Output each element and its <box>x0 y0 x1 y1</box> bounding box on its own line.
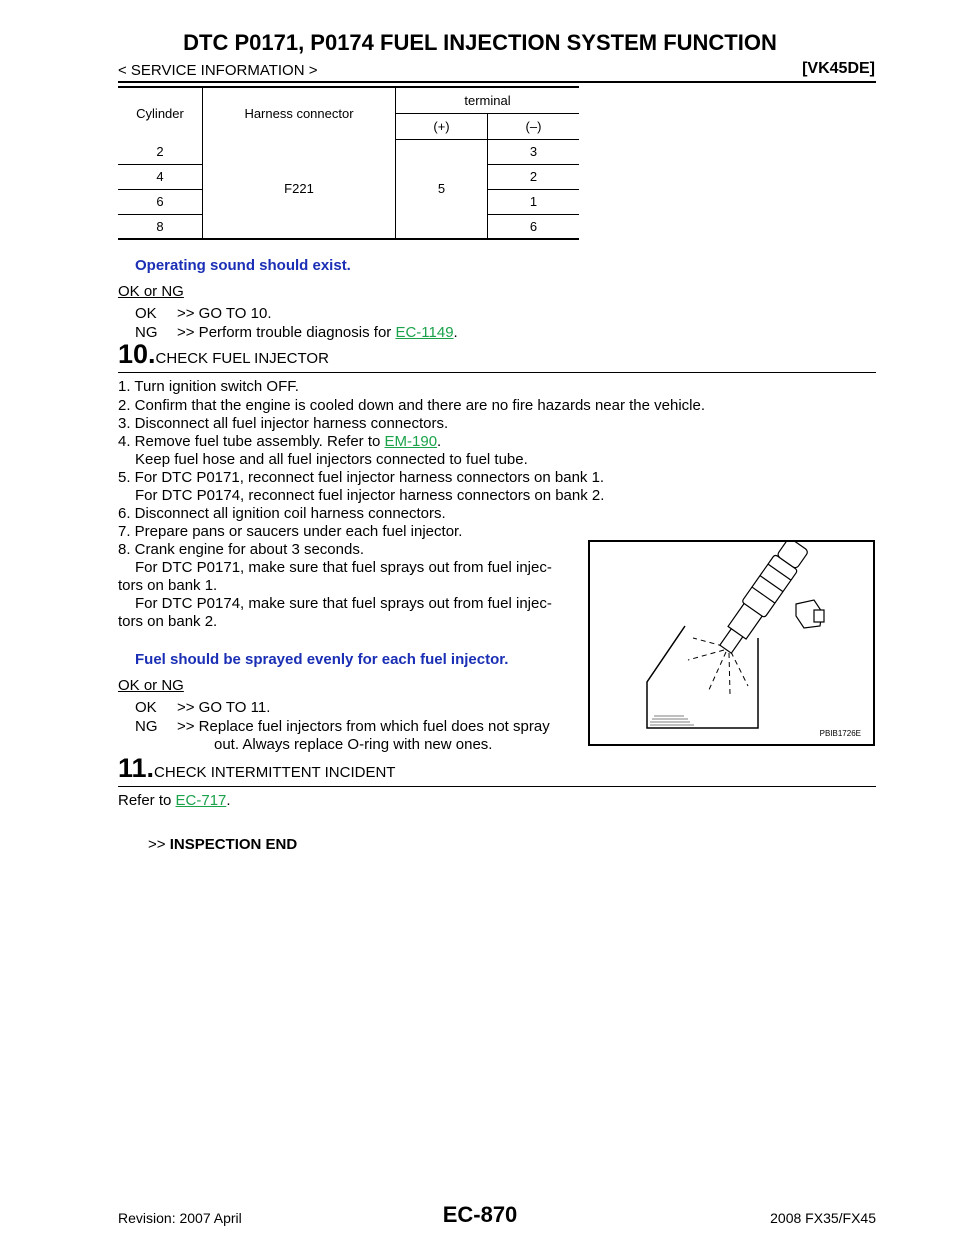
col-header-terminal: terminal <box>396 87 580 113</box>
step-item: 7. Prepare pans or saucers under each fuel injector. <box>118 523 463 540</box>
step-10-heading <box>118 339 329 370</box>
step-subitem: For DTC P0174, make sure that fuel sprays out from fuel injec- <box>135 595 552 612</box>
ng-label: NG <box>135 324 158 341</box>
step-subitem: For DTC P0174, reconnect fuel injector harness connectors on bank 2. <box>135 487 605 504</box>
expected-result: Operating sound should exist. <box>135 257 351 274</box>
minus-terminal-cell: 2 <box>488 164 580 189</box>
ok-or-ng-heading: OK or NG <box>118 677 184 694</box>
step-item: 5. For DTC P0171, reconnect fuel injector harness connectors on bank 1. <box>118 469 605 486</box>
header-rule <box>118 81 876 83</box>
col-header-plus: (+) <box>396 113 488 139</box>
step-item: 1. Turn ignition switch OFF. <box>118 378 299 395</box>
step-subitem: tors on bank 2. <box>118 613 218 630</box>
ec-717-link[interactable]: EC-717 <box>175 792 227 809</box>
figure-code: PBIB1726E <box>819 729 861 738</box>
col-header-harness: Harness connector <box>203 87 396 139</box>
section-label: < SERVICE INFORMATION > <box>118 62 318 79</box>
ok-label: OK <box>135 305 157 322</box>
ok-label: OK <box>135 699 157 716</box>
ng-label: NG <box>135 718 158 735</box>
step-rule <box>118 786 876 787</box>
ok-action: >> GO TO 10. <box>177 305 272 322</box>
minus-terminal-cell: 3 <box>488 139 580 164</box>
ng-action-cont: out. Always replace O-ring with new ones. <box>214 736 493 753</box>
plus-terminal-cell: 5 <box>396 139 488 239</box>
fuel-injector-figure <box>588 540 875 746</box>
step-number: 10. <box>118 339 156 369</box>
step-subitem: tors on bank 1. <box>118 577 218 594</box>
harness-connector-table <box>118 86 579 240</box>
cylinder-cell: 4 <box>118 164 203 189</box>
col-header-cylinder: Cylinder <box>118 87 203 139</box>
step-item: 4. Remove fuel tube assembly. Refer to EM-190. <box>118 433 442 450</box>
ng-action: >> Perform trouble diagnosis for EC-1149. <box>177 324 458 341</box>
step-number: 11. <box>118 753 155 783</box>
col-header-minus: (–) <box>488 113 580 139</box>
step-item: 2. Confirm that the engine is cooled down and there are no fire hazards near the vehicle. <box>118 397 706 414</box>
step-subitem: Keep fuel hose and all fuel injectors connected to fuel tube. <box>135 451 528 468</box>
minus-terminal-cell: 1 <box>488 189 580 214</box>
cylinder-cell: 8 <box>118 214 203 239</box>
engine-model: [VK45DE] <box>802 60 875 77</box>
inspection-end: INSPECTION END <box>169 836 298 853</box>
ok-or-ng-heading: OK or NG <box>118 283 184 300</box>
page-title: DTC P0171, P0174 FUEL INJECTION SYSTEM FUNCTION <box>183 30 777 55</box>
ec-1149-link[interactable]: EC-1149 <box>395 324 454 341</box>
step-11-heading <box>118 753 395 784</box>
end-line: >> INSPECTION END <box>148 836 298 853</box>
step-item: 3. Disconnect all fuel injector harness connectors. <box>118 415 449 432</box>
connector-cell: F221 <box>203 139 396 239</box>
step-title: CHECK INTERMITTENT INCIDENT <box>154 764 396 781</box>
revision-label: Revision: 2007 April <box>118 1210 242 1226</box>
step-item: 8. Crank engine for about 3 seconds. <box>118 541 364 558</box>
page-number: EC-870 <box>442 1202 518 1227</box>
step-item: 6. Disconnect all ignition coil harness connectors. <box>118 505 446 522</box>
ok-action: >> GO TO 11. <box>177 699 271 716</box>
step-subitem: For DTC P0171, make sure that fuel sprays out from fuel injec- <box>135 559 552 576</box>
step-title: CHECK FUEL INJECTOR <box>155 350 329 367</box>
fuel-injector-spray-illustration <box>590 542 873 744</box>
minus-terminal-cell: 6 <box>529 218 538 234</box>
ng-action: >> Replace fuel injectors from which fuel does not spray <box>177 718 550 735</box>
expected-result: Fuel should be sprayed evenly for each fuel injector. <box>135 651 509 668</box>
cylinder-cell: 6 <box>118 189 203 214</box>
vehicle-model: 2008 FX35/FX45 <box>770 1210 876 1226</box>
step-rule <box>118 372 876 373</box>
table-row <box>118 139 579 164</box>
em-190-link[interactable]: EM-190 <box>384 433 438 450</box>
refer-text: Refer to EC-717. <box>118 792 231 809</box>
cylinder-cell: 2 <box>118 139 203 164</box>
